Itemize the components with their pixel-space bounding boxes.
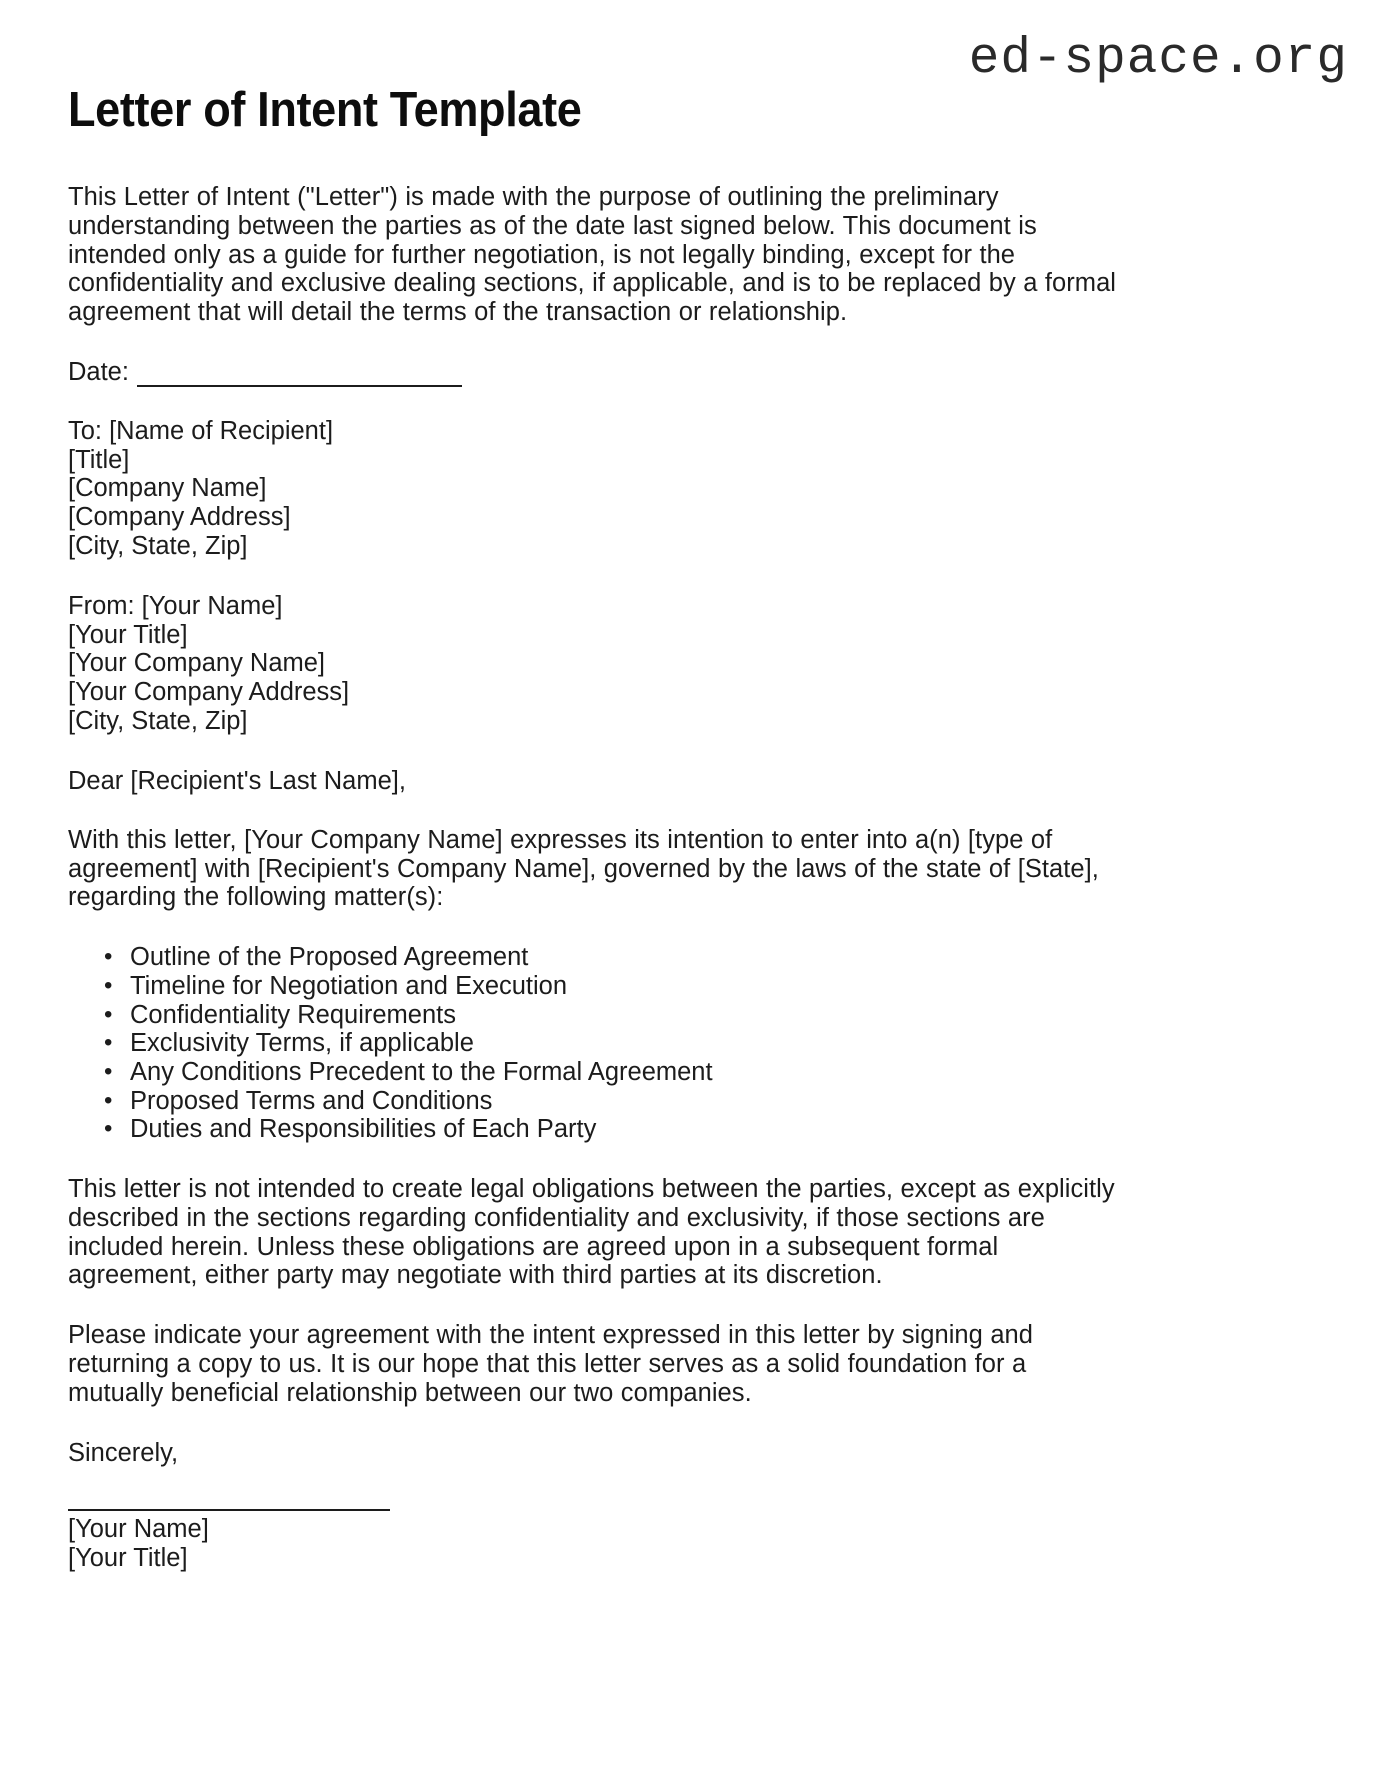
signature-line[interactable] (68, 1509, 390, 1511)
date-field-row (68, 358, 1128, 387)
date-label: Date: (68, 357, 129, 386)
recipient-line: [Company Address] (68, 503, 291, 532)
list-item: • Proposed Terms and Conditions (130, 1087, 1128, 1116)
signature-name: [Your Name] (68, 1515, 209, 1544)
signature-title: [Your Title] (68, 1544, 188, 1573)
recipient-line: To: [Name of Recipient] (68, 416, 334, 445)
list-item: • Any Conditions Precedent to the Formal Agreement (130, 1058, 1128, 1087)
recipient-line: [Company Name] (68, 474, 267, 503)
list-item: • Duties and Responsibilities of Each Party (130, 1115, 1128, 1144)
sender-address-block (68, 592, 1128, 736)
sender-line: [Your Company Address] (68, 678, 350, 707)
closing-salutation: Sincerely, (68, 1438, 179, 1467)
intent-paragraph: With this letter, [Your Company Name] expresses its intention to enter into a(n) [type of agreement] with [Recipient's Company Name], governed by the laws of the state of [State], regarding the following matter(s): (68, 825, 1099, 912)
intro-paragraph: This Letter of Intent ("Letter") is made with the purpose of outlining the preliminary understanding between the parties as of the date last signed below. This document is intended only as a guide for further negotiation, is not legally binding, except for the confidentiality and exclusive dealing sections, if applicable, and is to be replaced by a formal agreement that will detail the terms of the transaction or relationship. (68, 182, 1117, 327)
list-item: • Outline of the Proposed Agreement (130, 943, 1128, 972)
list-item: • Exclusivity Terms, if applicable (130, 1029, 1128, 1058)
date-input-rule[interactable] (137, 366, 462, 387)
request-paragraph: Please indicate your agreement with the intent expressed in this letter by signing and returning a copy to us. It is our hope that this letter serves as a solid foundation for a mutually beneficial relationship between our two companies. (68, 1321, 1034, 1407)
site-watermark: ed-space.org (968, 31, 1348, 88)
sender-line: From: [Your Name] (68, 591, 283, 620)
sender-line: [Your Company Name] (68, 649, 326, 678)
sender-line: [City, State, Zip] (68, 707, 248, 736)
sender-line: [Your Title] (68, 620, 188, 649)
page-title: Letter of Intent Template (68, 83, 582, 137)
salutation: Dear [Recipient's Last Name], (68, 766, 406, 795)
document-content (68, 84, 1128, 1573)
recipient-line: [City, State, Zip] (68, 532, 248, 561)
list-item: • Timeline for Negotiation and Execution (130, 972, 1128, 1001)
matters-list (68, 943, 1128, 1144)
recipient-line: [Title] (68, 445, 130, 474)
recipient-address-block (68, 417, 1128, 561)
list-item: • Confidentiality Requirements (130, 1001, 1128, 1030)
no-obligation-paragraph: This letter is not intended to create legal obligations between the parties, except as explicitly described in the sections regarding confidentiality and exclusivity, if those sections are included herein. Unless these obligations are agreed upon in a subsequent formal agreement, either party may negotiate with third parties at its discretion. (68, 1174, 1115, 1290)
